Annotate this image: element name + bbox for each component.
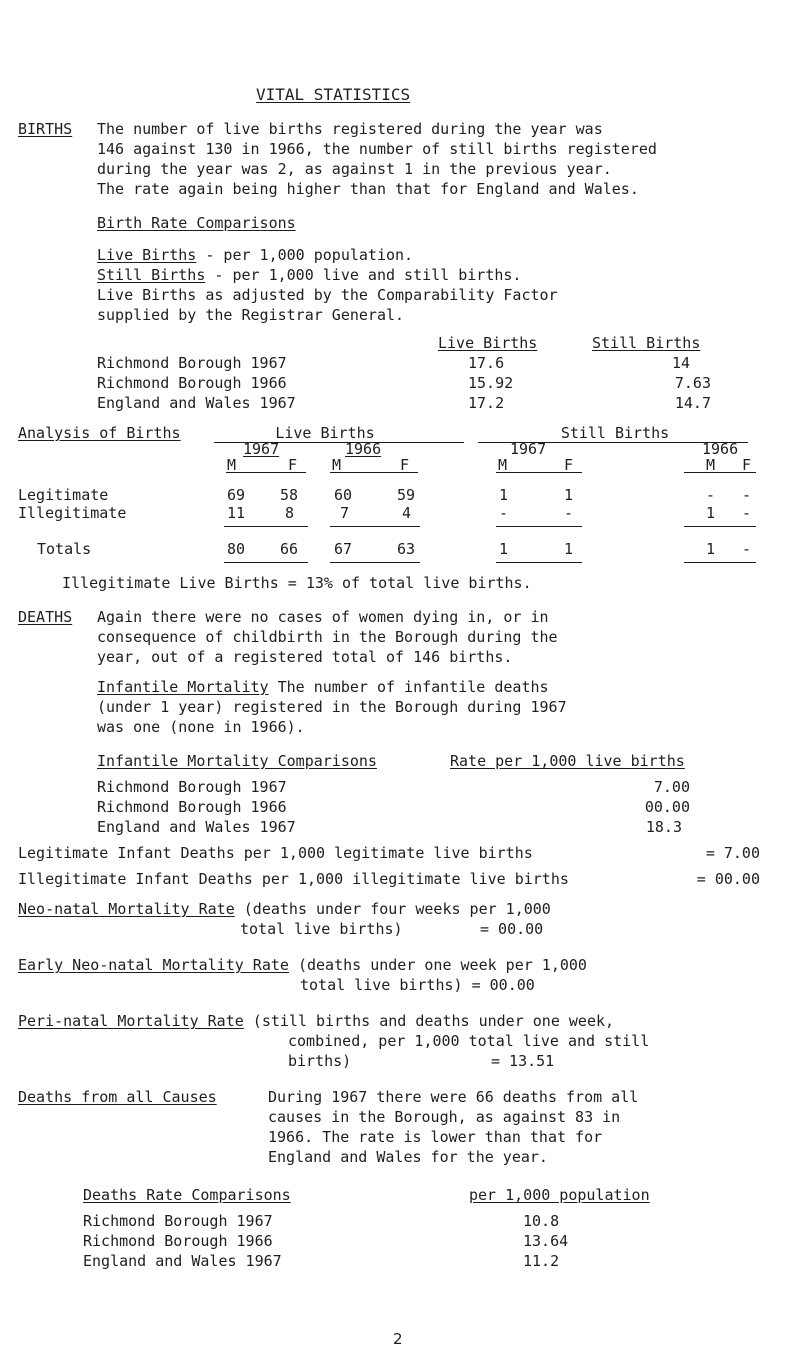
analysis-year-still-b: 1966 xyxy=(702,440,739,458)
deaths-all-causes-line-2: causes in the Borough, as against 83 in xyxy=(268,1108,621,1126)
infantile-row-name: Richmond Borough 1967 xyxy=(97,778,287,796)
analysis-cell: 1 xyxy=(706,504,716,522)
analysis-cell: - xyxy=(499,504,509,522)
deaths-all-causes-label: Deaths from all Causes xyxy=(18,1088,217,1106)
infantile-comparisons-heading: Infantile Mortality Comparisons xyxy=(97,752,377,770)
analysis-cell: - xyxy=(706,486,716,504)
analysis-cell: 60 xyxy=(334,486,353,504)
infantile-mortality-line-3: was one (none in 1966). xyxy=(97,718,305,736)
infantile-mortality-line-1 xyxy=(97,678,549,696)
neo-natal-line-1 xyxy=(18,900,551,918)
analysis-bottom-rule xyxy=(496,562,582,563)
rate-row-live: 17.6 xyxy=(468,354,505,372)
page-title: VITAL STATISTICS xyxy=(256,85,411,104)
analysis-total-cell: 66 xyxy=(280,540,299,558)
neo-natal-line-2: total live births) xyxy=(240,920,403,938)
analysis-cell: - xyxy=(742,486,752,504)
analysis-cell: 11 xyxy=(227,504,246,522)
analysis-total-cell: 63 xyxy=(397,540,416,558)
deaths-rate-comparisons-heading: Deaths Rate Comparisons xyxy=(83,1186,291,1204)
rate-row-name: Richmond Borough 1966 xyxy=(97,374,287,392)
deaths-all-causes-line-1: During 1967 there were 66 deaths from all xyxy=(268,1088,639,1106)
infantile-mortality-label: Infantile Mortality xyxy=(97,678,269,696)
analysis-sex-m: M xyxy=(332,456,342,474)
infantile-mortality-text: The number of infantile deaths xyxy=(268,678,549,696)
peri-natal-line-1 xyxy=(18,1012,614,1030)
infantile-row-name: England and Wales 1967 xyxy=(97,818,296,836)
legitimate-infant-deaths-line: Legitimate Infant Deaths per 1,000 legitimate live births xyxy=(18,844,533,862)
deaths-para-line-1: Again there were no cases of women dying in, or in xyxy=(97,608,549,626)
analysis-cell: 69 xyxy=(227,486,246,504)
deaths-para-line-3: year, out of a registered total of 146 births. xyxy=(97,648,513,666)
deaths-rate-row-name: Richmond Borough 1966 xyxy=(83,1232,273,1250)
definition-still-births xyxy=(97,266,521,284)
births-para-line-2: 146 against 130 in 1966, the number of still births registered xyxy=(97,140,657,158)
infantile-row-value: 7.00 xyxy=(653,778,690,796)
analysis-total-rule xyxy=(496,526,582,527)
illegitimate-infant-deaths-value: = 00.00 xyxy=(696,870,760,888)
analysis-total-cell: 80 xyxy=(227,540,246,558)
analysis-row-label: Illegitimate xyxy=(18,504,127,522)
analysis-cell: 4 xyxy=(402,504,412,522)
rate-row-live: 17.2 xyxy=(468,394,505,412)
analysis-group-still: Still Births xyxy=(560,424,670,442)
analysis-row-label: Legitimate xyxy=(18,486,109,504)
analysis-cell: 58 xyxy=(280,486,299,504)
peri-natal-value: = 13.51 xyxy=(491,1052,555,1070)
section-label-deaths: DEATHS xyxy=(18,608,73,626)
analysis-total-rule xyxy=(224,526,308,527)
definition-live-births xyxy=(97,246,413,264)
analysis-sex-f: F xyxy=(564,456,574,474)
definition-still-text: - per 1,000 live and still births. xyxy=(205,266,522,284)
section-label-births: BIRTHS xyxy=(18,120,73,138)
analysis-totals-label: Totals xyxy=(37,540,92,558)
deaths-rate-row-name: England and Wales 1967 xyxy=(83,1252,282,1270)
deaths-rate-row-name: Richmond Borough 1967 xyxy=(83,1212,273,1230)
analysis-total-rule xyxy=(684,526,756,527)
early-neo-natal-line-2: total live births) = 00.00 xyxy=(300,976,535,994)
infantile-row-name: Richmond Borough 1966 xyxy=(97,798,287,816)
analysis-year-live-b: 1966 xyxy=(345,440,382,458)
rate-row-still: 14.7 xyxy=(674,394,711,412)
analysis-cell: 8 xyxy=(285,504,295,522)
rate-row-still: 7.63 xyxy=(674,374,711,392)
analysis-group-live: Live Births xyxy=(275,424,375,442)
early-neo-natal-label: Early Neo-natal Mortality Rate xyxy=(18,956,289,974)
infantile-row-value: 18.3 xyxy=(645,818,682,836)
analysis-sex-f: F xyxy=(742,456,752,474)
analysis-total-cell: 1 xyxy=(499,540,509,558)
definition-live-label: Live Births xyxy=(97,246,197,264)
deaths-rate-row-value: 13.64 xyxy=(523,1232,569,1250)
page-number: 2 xyxy=(393,1330,403,1348)
analysis-total-cell: 1 xyxy=(564,540,574,558)
peri-natal-text: (still births and deaths under one week, xyxy=(243,1012,615,1030)
infantile-mortality-line-2: (under 1 year) registered in the Borough during 1967 xyxy=(97,698,567,716)
analysis-cell: 7 xyxy=(340,504,350,522)
deaths-rate-row-value: 11.2 xyxy=(523,1252,560,1270)
peri-natal-line-2: combined, per 1,000 total live and still xyxy=(288,1032,650,1050)
analysis-total-cell: 1 xyxy=(706,540,716,558)
analysis-bottom-rule xyxy=(330,562,420,563)
early-neo-natal-text: (deaths under one week per 1,000 xyxy=(288,956,587,974)
rate-col-live-births: Live Births xyxy=(438,334,538,352)
analysis-cell: 1 xyxy=(564,486,574,504)
rate-row-live: 15.92 xyxy=(468,374,514,392)
neo-natal-text: (deaths under four weeks per 1,000 xyxy=(234,900,551,918)
neo-natal-value: = 00.00 xyxy=(480,920,544,938)
analysis-total-rule xyxy=(330,526,420,527)
rate-row-name: England and Wales 1967 xyxy=(97,394,296,412)
deaths-rate-per-heading: per 1,000 population xyxy=(469,1186,650,1204)
analysis-cell: - xyxy=(742,504,752,522)
deaths-all-causes-line-4: England and Wales for the year. xyxy=(268,1148,548,1166)
peri-natal-line-3: births) xyxy=(288,1052,352,1070)
analysis-sex-m: M xyxy=(227,456,237,474)
analysis-sex-f: F xyxy=(400,456,410,474)
analysis-cell: - xyxy=(564,504,574,522)
analysis-bottom-rule xyxy=(684,562,756,563)
legitimate-infant-deaths-value: = 7.00 xyxy=(705,844,760,862)
rate-col-still-births: Still Births xyxy=(592,334,701,352)
rate-row-still: 14 xyxy=(671,354,690,372)
rate-row-name: Richmond Borough 1967 xyxy=(97,354,287,372)
analysis-bottom-rule xyxy=(224,562,308,563)
analysis-sex-f: F xyxy=(288,456,298,474)
neo-natal-label: Neo-natal Mortality Rate xyxy=(18,900,235,918)
infantile-comparisons-rate-heading: Rate per 1,000 live births xyxy=(450,752,685,770)
deaths-para-line-2: consequence of childbirth in the Borough during the xyxy=(97,628,558,646)
analysis-year-still-a: 1967 xyxy=(510,440,547,458)
births-para-line-3: during the year was 2, as against 1 in the previous year. xyxy=(97,160,612,178)
analysis-year-live-a: 1967 xyxy=(243,440,280,458)
definition-still-label: Still Births xyxy=(97,266,206,284)
analysis-total-cell: 67 xyxy=(334,540,353,558)
analysis-sex-m: M xyxy=(706,456,716,474)
analysis-total-cell: - xyxy=(742,540,752,558)
definition-adjusted-line-1: Live Births as adjusted by the Comparability Factor xyxy=(97,286,558,304)
analysis-sex-m: M xyxy=(498,456,508,474)
illegitimate-percentage-note: Illegitimate Live Births = 13% of total live births. xyxy=(62,574,532,592)
illegitimate-infant-deaths-line: Illegitimate Infant Deaths per 1,000 illegitimate live births xyxy=(18,870,569,888)
analysis-cell: 1 xyxy=(499,486,509,504)
analysis-heading: Analysis of Births xyxy=(18,424,181,442)
analysis-cell: 59 xyxy=(397,486,416,504)
peri-natal-label: Peri-natal Mortality Rate xyxy=(18,1012,244,1030)
deaths-rate-row-value: 10.8 xyxy=(523,1212,560,1230)
early-neo-natal-line-1 xyxy=(18,956,587,974)
definition-live-text: - per 1,000 population. xyxy=(196,246,414,264)
birth-rate-comparisons-heading: Birth Rate Comparisons xyxy=(97,214,296,232)
births-para-line-4: The rate again being higher than that for England and Wales. xyxy=(97,180,639,198)
deaths-all-causes-line-3: 1966. The rate is lower than that for xyxy=(268,1128,603,1146)
definition-adjusted-line-2: supplied by the Registrar General. xyxy=(97,306,405,324)
infantile-row-value: 00.00 xyxy=(644,798,690,816)
births-para-line-1: The number of live births registered during the year was xyxy=(97,120,603,138)
